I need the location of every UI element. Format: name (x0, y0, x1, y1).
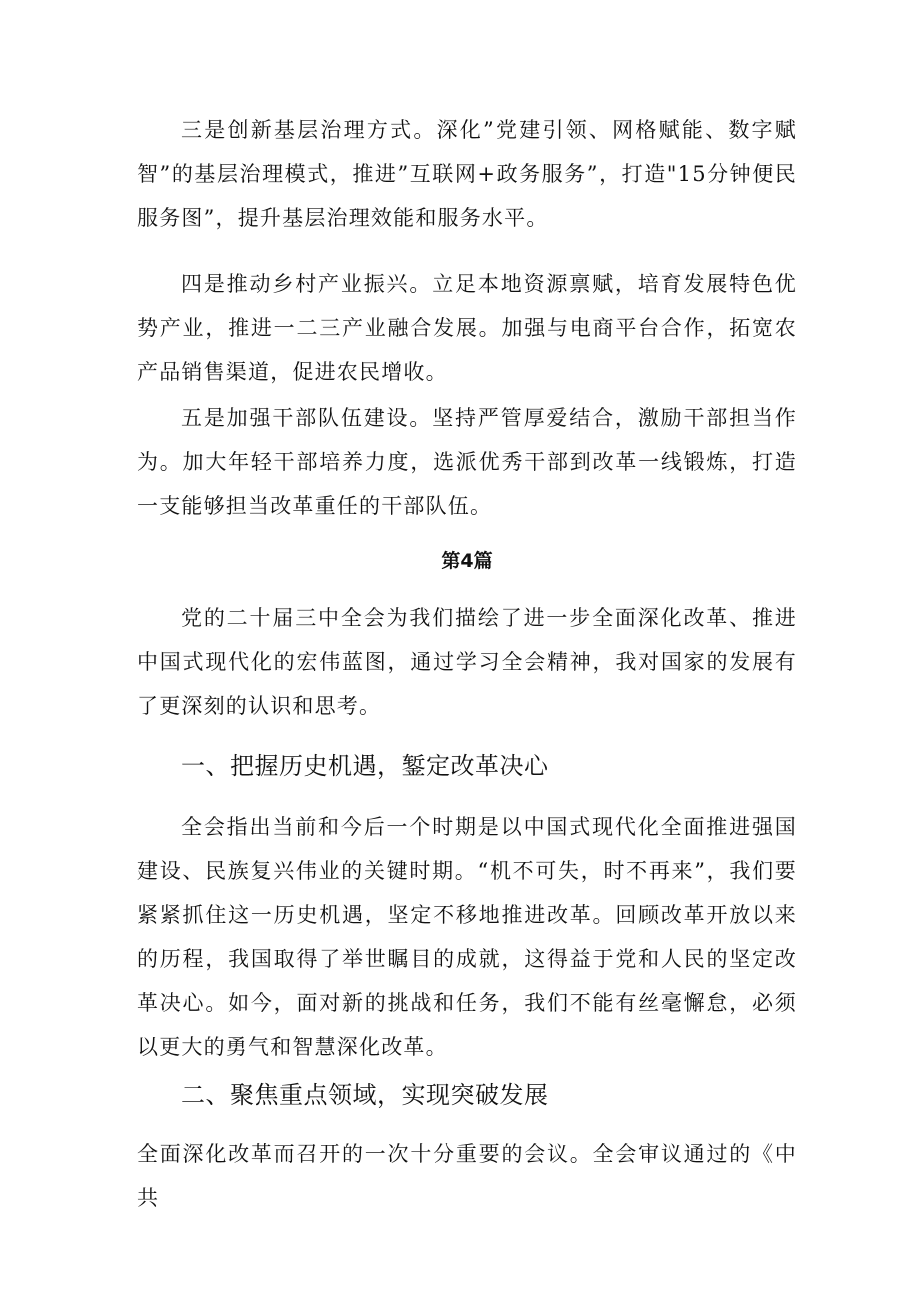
paragraph-rural-industry: 四是推动乡村产业振兴。立足本地资源禀赋，培育发展特色优势产业，推进一二三产业融合发展。加强与电商平台合作，拓宽农产品销售渠道，促进农民增收。 (137, 272, 797, 384)
paragraph-grassroots-governance: 三是创新基层治理方式。深化”党建引领、网格赋能、数字赋智”的基层治理模式，推进”互联网+政务服务”，打造"15分钟便民服务图”，提升基层治理效能和服务水平。 (137, 118, 797, 230)
paragraph-section-1: 全会指出当前和今后一个时期是以中国式现代化全面推进强国建设、民族复兴伟业的关键时期。“机不可失，时不再来”，我们要紧紧抓住这一历史机遇，坚定不移地推进改革。回顾改革开放以来的历程，我国取得了举世瞩目的成就，这得益于党和人民的坚定改革决心。如今，面对新的挑战和任务，我们不能有丝毫懈怠，必须以更大的勇气和智慧深化改革。 (137, 815, 797, 1059)
part-title: 第4篇 (441, 550, 493, 572)
section-heading-2: 二、聚焦重点领域，实现突破发展 (181, 1081, 549, 1109)
paragraph-cadre-team: 五是加强干部队伍建设。坚持严管厚爱结合，激励干部担当作为。加大年轻干部培养力度，选派优秀干部到改革一线锻炼，打造一支能够担当改革重任的干部队伍。 (137, 406, 797, 518)
paragraph-section-2: 全面深化改革而召开的一次十分重要的会议。全会审议通过的《中共 (137, 1142, 797, 1210)
paragraph-intro: 党的二十届三中全会为我们描绘了进一步全面深化改革、推进中国式现代化的宏伟蓝图，通过学习全会精神，我对国家的发展有了更深刻的认识和思考。 (137, 606, 797, 718)
section-heading-1: 一、把握历史机遇，錾定改革决心 (181, 752, 549, 780)
